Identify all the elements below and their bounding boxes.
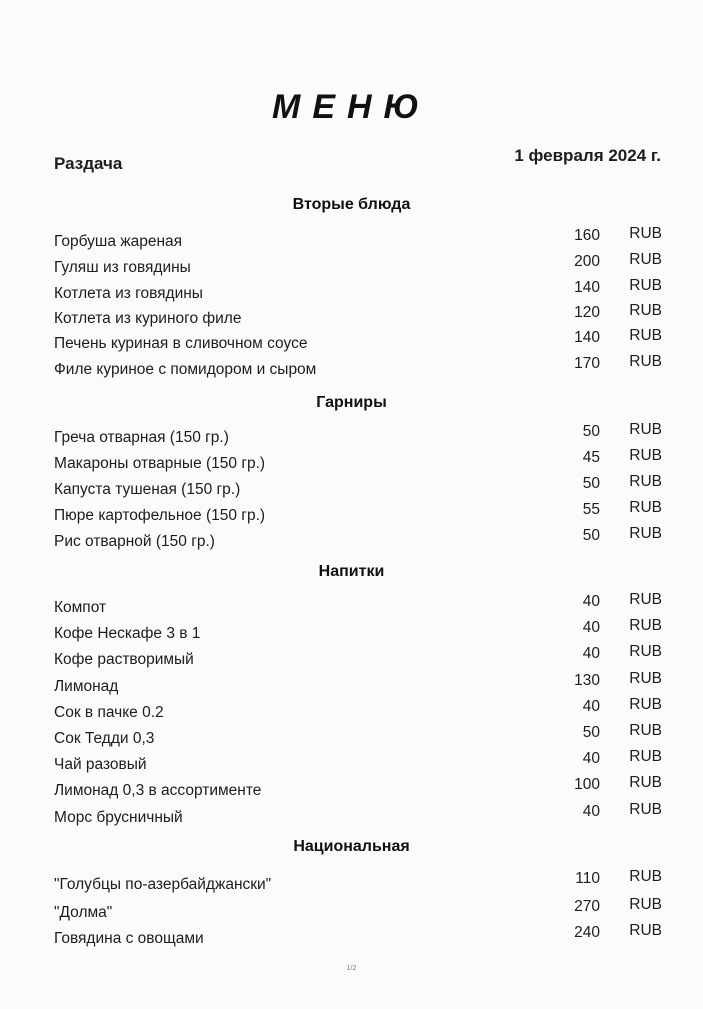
item-name: Котлета из куриного филе [54,310,242,327]
menu-item [54,896,664,926]
menu-item [54,922,664,952]
item-name: Капуста тушеная (150 гр.) [54,481,241,498]
item-name: Кофе растворимый [54,651,194,668]
menu-date: 1 февраля 2024 г. [514,146,661,165]
page-number: 1/2 [346,965,357,972]
item-currency: RUB [629,225,662,242]
item-currency: RUB [629,748,662,765]
menu-item [54,774,664,804]
item-name: "Долма" [54,904,113,921]
item-name: Филе куриное с помидором и сыром [54,361,317,378]
item-currency: RUB [629,896,662,913]
menu-item [54,643,664,673]
item-currency: RUB [629,868,662,885]
item-currency: RUB [629,801,662,818]
item-price: 40 [582,619,600,636]
item-price: 130 [574,672,600,689]
item-price: 40 [582,750,600,767]
item-price: 55 [582,501,600,518]
item-name: Кофе Нескафе 3 в 1 [54,625,201,642]
item-name: Греча отварная (150 гр.) [54,429,229,446]
item-name: "Голубцы по-азербайджански" [54,876,272,893]
item-price: 140 [574,279,600,296]
item-currency: RUB [629,327,662,344]
item-name: Макароны отварные (150 гр.) [54,455,266,472]
item-currency: RUB [629,277,662,294]
section-title-drinks: Напитки [318,563,385,580]
menu-item [54,670,664,700]
item-name: Гуляш из говядины [54,259,191,276]
item-currency: RUB [629,670,662,687]
item-currency: RUB [629,643,662,660]
item-currency: RUB [629,922,662,939]
item-name: Пюре картофельное (150 гр.) [54,507,266,524]
item-currency: RUB [629,421,662,438]
section-title-main-courses: Вторые блюда [292,196,411,213]
item-name: Чай разовый [54,756,147,773]
section-title-sides: Гарниры [316,394,387,411]
item-price: 50 [582,527,600,544]
item-name: Сок Тедди 0,3 [54,730,155,747]
item-price: 120 [574,304,600,321]
item-price: 140 [574,329,600,346]
menu-item [54,473,664,503]
item-price: 270 [574,898,600,915]
item-currency: RUB [629,499,662,516]
menu-item [54,591,664,621]
item-price: 160 [574,227,600,244]
item-name: Говядина с овощами [54,930,204,947]
service-label: Раздача [54,154,123,173]
item-price: 170 [574,355,600,372]
item-currency: RUB [629,473,662,490]
item-name: Лимонад 0,3 в ассортименте [54,782,262,799]
item-price: 45 [582,449,600,466]
menu-item [54,499,664,529]
item-currency: RUB [629,353,662,370]
item-currency: RUB [629,774,662,791]
menu-item [54,617,664,647]
item-currency: RUB [629,525,662,542]
item-price: 50 [582,724,600,741]
item-currency: RUB [629,591,662,608]
menu-item [54,421,664,451]
menu-item [54,696,664,726]
item-price: 50 [582,475,600,492]
item-name: Рис отварной (150 гр.) [54,533,215,550]
item-name: Сок в пачке 0.2 [54,704,164,721]
item-currency: RUB [629,251,662,268]
item-price: 50 [582,423,600,440]
item-price: 100 [574,776,600,793]
item-price: 40 [582,645,600,662]
item-currency: RUB [629,302,662,319]
item-currency: RUB [629,722,662,739]
item-price: 240 [574,924,600,941]
menu-item [54,327,664,357]
menu-item [54,722,664,752]
item-currency: RUB [629,447,662,464]
menu-item [54,353,664,383]
item-price: 40 [582,698,600,715]
item-price: 110 [575,870,600,887]
item-name: Лимонад [54,678,119,695]
menu-item [54,251,664,281]
item-price: 40 [582,803,600,820]
item-currency: RUB [629,617,662,634]
menu-item [54,801,664,831]
menu-item [54,447,664,477]
item-name: Печень куриная в сливочном соусе [54,335,308,352]
section-title-national: Национальная [293,838,410,855]
menu-item [54,525,664,555]
menu-item [54,748,664,778]
menu-item [54,225,664,255]
item-name: Компот [54,599,107,616]
item-price: 200 [574,253,600,270]
item-currency: RUB [629,696,662,713]
menu-title: МЕНЮ [272,88,431,126]
item-name: Котлета из говядины [54,285,203,302]
item-name: Морс брусничный [54,809,183,826]
menu-item [54,868,664,898]
item-name: Горбуша жареная [54,233,183,250]
item-price: 40 [582,593,600,610]
